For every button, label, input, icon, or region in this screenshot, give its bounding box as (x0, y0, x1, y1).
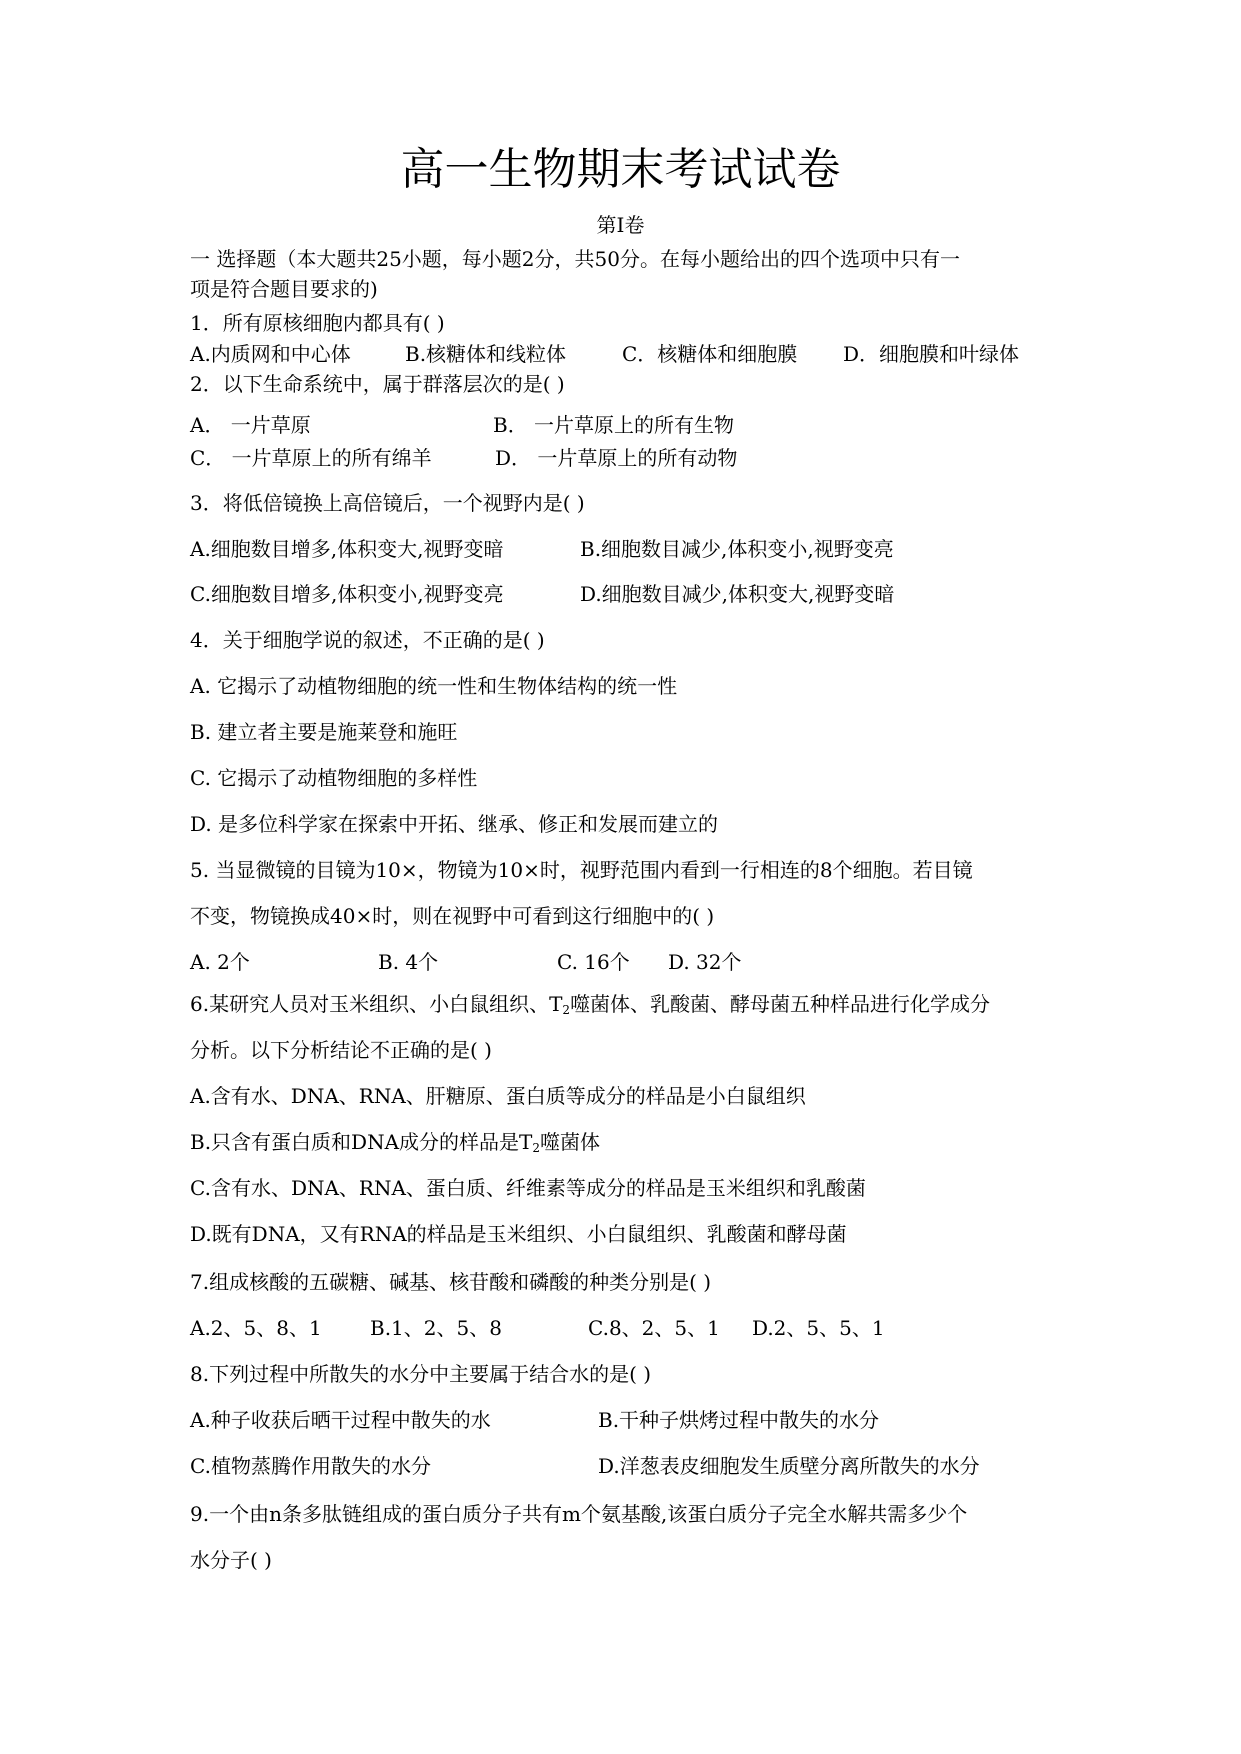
q6-option-a: A.含有水、DNA、RNA、肝糖原、蛋白质等成分的样品是小白鼠组织 (190, 1084, 806, 1108)
q1-option-c: C．核糖体和细胞膜 (622, 342, 798, 366)
q8-option-c: C.植物蒸腾作用散失的水分 (190, 1454, 431, 1478)
q9-stem-line2: 水分子( ) (190, 1548, 272, 1572)
q7-stem: 7.组成核酸的五碳糖、碱基、核苷酸和磷酸的种类分别是( ) (190, 1270, 712, 1294)
q5-stem-line2: 不变，物镜换成40×时，则在视野中可看到这行细胞中的( ) (190, 904, 715, 928)
q6-option-d: D.既有DNA，又有RNA的样品是玉米组织、小白鼠组织、乳酸菌和酵母菌 (190, 1222, 847, 1246)
q5-option-c: C. 16个 (557, 950, 630, 974)
q2-option-d: D． 一片草原上的所有动物 (495, 446, 738, 470)
q5-option-a: A. 2个 (190, 950, 250, 974)
q3-option-a: A.细胞数目增多,体积变大,视野变暗 (190, 537, 504, 561)
q5-option-d: D. 32个 (668, 950, 742, 974)
q1-stem: 1．所有原核细胞内都具有( ) (190, 311, 445, 335)
q4-option-b: B. 建立者主要是施莱登和施旺 (190, 720, 458, 744)
q3-stem: 3．将低倍镜换上高倍镜后，一个视野内是( ) (190, 491, 585, 515)
q6-option-c: C.含有水、DNA、RNA、蛋白质、纤维素等成分的样品是玉米组织和乳酸菌 (190, 1176, 866, 1200)
section-instruction-line1: 一 选择题（本大题共25小题，每小题2分，共50分。在每小题给出的四个选项中只有一 (190, 247, 960, 271)
q4-option-c: C. 它揭示了动植物细胞的多样性 (190, 766, 478, 790)
q6-stem-line2: 分析。以下分析结论不正确的是( ) (190, 1038, 492, 1062)
q2-option-a: A． 一片草原 (190, 413, 311, 437)
q7-option-c: C.8、2、5、1 (588, 1316, 720, 1340)
q4-option-a: A. 它揭示了动植物细胞的统一性和生物体结构的统一性 (190, 674, 678, 698)
q3-option-b: B.细胞数目减少,体积变小,视野变亮 (580, 537, 894, 561)
q8-option-d: D.洋葱表皮细胞发生质壁分离所散失的水分 (598, 1454, 980, 1478)
q7-option-d: D.2、5、5、1 (752, 1316, 885, 1340)
q6-stem-line1: 6.某研究人员对玉米组织、小白鼠组织、$T_2$噬菌体、乳酸菌、酵母菌五种样品进行化学成分 (190, 992, 991, 1017)
q5-option-b: B. 4个 (378, 950, 439, 974)
q6-option-b: B.只含有蛋白质和DNA成分的样品是$T_2$噬菌体 (190, 1130, 601, 1155)
q4-option-d: D. 是多位科学家在探索中开拓、继承、修正和发展而建立的 (190, 812, 719, 836)
q8-stem: 8.下列过程中所散失的水分中主要属于结合水的是( ) (190, 1362, 652, 1386)
q3-option-c: C.细胞数目增多,体积变小,视野变亮 (190, 582, 504, 606)
q5-stem-line1: 5. 当显微镜的目镜为10×，物镜为10×时，视野范围内看到一行相连的8个细胞。若目镜 (190, 858, 973, 882)
q1-option-d: D．细胞膜和叶绿体 (843, 342, 1020, 366)
q7-option-b: B.1、2、5、8 (370, 1316, 502, 1340)
q8-option-b: B.干种子烘烤过程中散失的水分 (598, 1408, 880, 1432)
q2-stem: 2．以下生命系统中，属于群落层次的是( ) (190, 372, 565, 396)
q7-option-a: A.2、5、8、1 (190, 1316, 322, 1340)
q9-stem-line1: 9.一个由n条多肽链组成的蛋白质分子共有m个氨基酸,该蛋白质分子完全水解共需多少个 (190, 1502, 968, 1526)
volume-label: 第Ⅰ卷 (596, 213, 645, 237)
q3-option-d: D.细胞数目减少,体积变大,视野变暗 (580, 582, 895, 606)
q1-option-a: A.内质网和中心体 (190, 342, 351, 366)
q2-option-b: B． 一片草原上的所有生物 (493, 413, 735, 437)
q1-option-b: B.核糖体和线粒体 (405, 342, 567, 366)
q2-option-c: C． 一片草原上的所有绵羊 (190, 446, 432, 470)
section-instruction-line2: 项是符合题目要求的) (190, 277, 378, 301)
page-title: 高一生物期末考试试卷 (400, 144, 841, 195)
q4-stem: 4．关于细胞学说的叙述，不正确的是( ) (190, 628, 545, 652)
q8-option-a: A.种子收获后晒干过程中散失的水 (190, 1408, 491, 1432)
